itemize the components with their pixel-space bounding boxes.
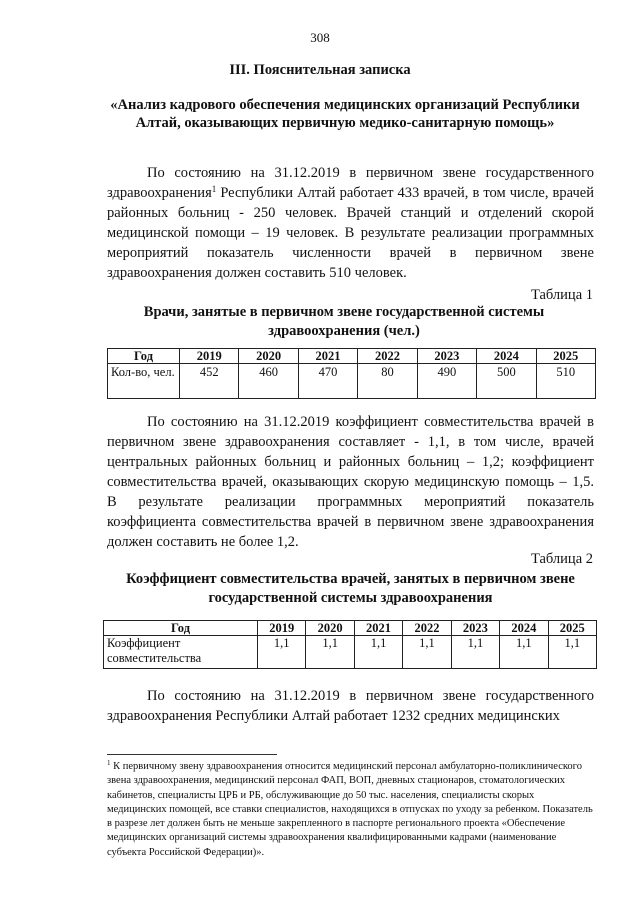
value-cell: 452 [180,364,239,399]
header-cell-2019: 2019 [258,621,306,636]
combination-coefficient-table [103,620,597,669]
value-cell: 1,1 [548,636,596,669]
table-header-row [108,349,596,364]
footnote-text: К первичному звену здравоохранения относится медицинский персонал амбулаторно-поликлинического звена здравоохранения, медицинский персонал ФАП, ВОП, дневных стационаров, стоматологических кабинетов, специалисты ЦРБ и РБ, обслуживающие до 50 тыс. населения, специалисты скорых медицинских помощей, все ставки специалистов, находящихся в отпусках по уходу за ребенком. Показатель в разрезе лет должен быть не меньше закрепленного в паспорте регионального проекта «Обеспечение медицинских организаций системы здравоохранения квалифицированными кадрами (наименование субъекта Российской Федерации)». [107,761,593,858]
table-1-caption: Таблица 1 [530,287,593,303]
row-label: Коэффициент совместительства [104,636,258,669]
footnote-separator [107,754,277,755]
value-cell: 1,1 [500,636,548,669]
doctors-count-table [107,348,596,399]
header-cell-2023: 2023 [417,349,476,364]
table-row [108,364,596,399]
header-cell-2025: 2025 [548,621,596,636]
paragraph-1-text-b: Республики Алтай работает 433 врачей, в том числе, врачей районных больниц - 250 человек. Врачей станций и отделений скорой медицинской помощи – 19 человек. В результате реализации программных мероприятий показатель численности врачей в первичном звене здравоохранения должен составить 510 человек. [107,185,594,281]
value-cell: 500 [477,364,536,399]
page-number: 308 [310,30,330,45]
value-cell: 1,1 [354,636,402,669]
value-cell: 80 [358,364,417,399]
header-cell-2021: 2021 [354,621,402,636]
header-cell-2025: 2025 [536,349,595,364]
value-cell: 1,1 [451,636,499,669]
header-cell-2023: 2023 [451,621,499,636]
paragraph-3: По состоянию на 31.12.2019 в первичном звене государственного здравоохранения Республики Алтай работает 1232 средних медицинских [107,688,594,724]
value-cell: 510 [536,364,595,399]
section-title: III. Пояснительная записка [229,62,411,78]
value-cell: 1,1 [306,636,354,669]
table-header-row [104,621,597,636]
footnote-mark: 1 [107,759,111,767]
header-cell-2022: 2022 [403,621,451,636]
row-label: Кол-во, чел. [108,364,180,399]
header-cell-2020: 2020 [306,621,354,636]
paragraph-2: По состоянию на 31.12.2019 коэффициент совместительства врачей в первичном звене здравоохранения составляет - 1,1, в том числе, врачей центральных районных больниц и районных больниц – 1,2; коэффициент совместительства врачей, оказывающих скорую медицинскую помощь – 1,5. В результате реализации программных мероприятий показатель коэффициента совместительства врачей в первичном звене здравоохранения должен составить не более 1,2. [107,414,594,550]
header-cell-year: Год [108,349,180,364]
header-cell-2024: 2024 [500,621,548,636]
table-1-title: Врачи, занятые в первичном звене государственной системы здравоохранения (чел.) [143,304,545,339]
header-cell-2020: 2020 [239,349,298,364]
table-2-title: Коэффициент совместительства врачей, занятых в первичном звене государственной системы здравоохранения [126,571,575,606]
footnote-reference[interactable]: 1 [211,184,217,194]
header-cell-year: Год [104,621,258,636]
header-cell-2019: 2019 [180,349,239,364]
footnote [107,760,594,860]
table-row [104,636,597,669]
value-cell: 470 [298,364,357,399]
paragraph-1 [107,163,594,283]
value-cell: 490 [417,364,476,399]
header-cell-2024: 2024 [477,349,536,364]
paragraph-1-text-a: По состоянию на 31.12.2019 в первичном звене государственного здравоохранения [107,165,594,201]
header-cell-2021: 2021 [298,349,357,364]
header-cell-2022: 2022 [358,349,417,364]
value-cell: 460 [239,364,298,399]
document-title: «Анализ кадрового обеспечения медицинских организаций Республики Алтай, оказывающих первичную медико-санитарную помощь» [110,97,580,131]
value-cell: 1,1 [258,636,306,669]
value-cell: 1,1 [403,636,451,669]
table-2-caption: Таблица 2 [530,551,593,567]
